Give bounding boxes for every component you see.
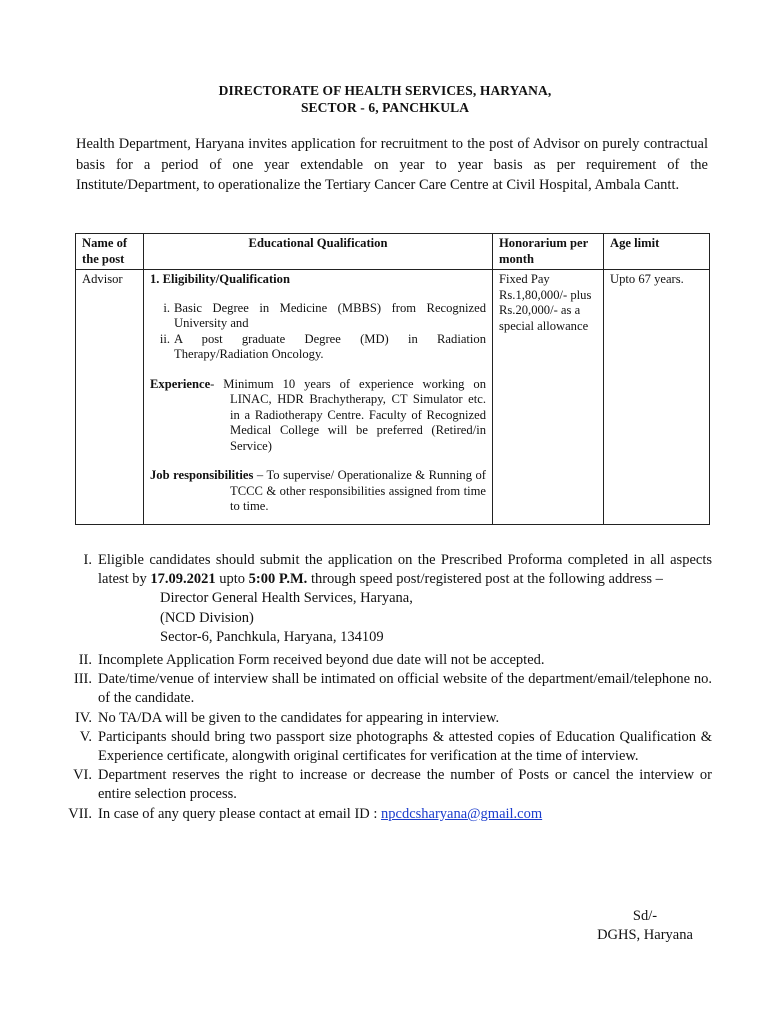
point-text: upto	[215, 571, 249, 588]
point-7	[48, 805, 712, 824]
experience-paragraph	[150, 377, 486, 455]
header-qualification: Educational Qualification	[144, 234, 493, 270]
list-text: A post graduate Degree (MD) in Radiation Therapy/Radiation Oncology.	[174, 331, 486, 361]
point-text: Department reserves the right to increase or decrease the number of Posts or cancel the interview or entire selection process.	[98, 767, 712, 803]
point-4	[48, 709, 712, 728]
postal-address	[98, 589, 712, 647]
deadline-time: 5:00 P.M.	[248, 571, 308, 588]
experience-label: Experience	[150, 376, 211, 391]
point-text: Incomplete Application Form received beyond due date will not be accepted.	[98, 652, 545, 669]
list-number: i.	[163, 300, 170, 315]
point-number: V.	[79, 728, 92, 745]
point-number: VI.	[73, 767, 92, 784]
contact-email-link[interactable]: npcdcsharyana@gmail.com	[381, 805, 543, 822]
list-item	[150, 301, 486, 332]
point-text: Participants should bring two passport size photographs & attested copies of Education Qualification & Experience certificate, alongwith original certificates for verification at the time of interview.	[98, 728, 712, 765]
header-honorarium: Honorarium per month	[493, 234, 604, 270]
instruction-points	[48, 551, 712, 824]
point-number: VII.	[68, 805, 92, 822]
eligibility-title: 1. Eligibility/Qualification	[150, 272, 290, 286]
job-responsibilities-paragraph	[150, 468, 486, 515]
deadline-date: 17.09.2021	[150, 571, 216, 588]
address-line: Sector-6, Panchkula, Haryana, 134109	[160, 628, 384, 645]
point-text: Eligible candidates should submit the application on the Prescribed Proforma completed in all aspects latest by	[98, 552, 712, 588]
intro-paragraph: Health Department, Haryana invites application for recruitment to the post of Advisor on purely contractual basis for a period of one year extendable on year to year basis as per requirement of the Institute/Department, to operationalize the Tertiary Cancer Care Centre at Civil Hospital, Ambala Cantt.	[76, 136, 708, 193]
experience-text: - Minimum 10 years of experience working on LINAC, HDR Brachytherapy, CT Simulator etc. in a Radiotherapy Centre. Faculty of Recognized Medical College will be preferred (Retired/in Service)	[210, 376, 486, 453]
heading-line-2: SECTOR - 6, PANCHKULA	[300, 100, 470, 115]
point-6	[48, 766, 712, 804]
point-3	[48, 670, 712, 708]
point-text: Date/time/venue of interview shall be intimated on official website of the department/email/telephone no. of the candidate.	[98, 671, 712, 707]
point-5	[48, 728, 712, 766]
signature-block	[590, 907, 700, 945]
recruitment-table	[75, 233, 710, 525]
table-row	[76, 270, 710, 525]
cell-honorarium: Fixed Pay Rs.1,80,000/- plus Rs.20,000/- as a special allowance	[493, 270, 604, 525]
signature-designation: DGHS, Haryana	[597, 927, 693, 943]
point-number: III.	[73, 671, 92, 688]
cell-post: Advisor	[76, 270, 144, 525]
heading-line-1: DIRECTORATE OF HEALTH SERVICES, HARYANA,	[218, 83, 552, 98]
cell-age: Upto 67 years.	[604, 270, 710, 525]
point-2	[48, 651, 712, 670]
list-number: ii.	[159, 331, 170, 346]
job-text: – To supervise/ Operationalize & Running of TCCC & other responsibilities assigned from time to time.	[230, 468, 486, 513]
address-line: (NCD Division)	[160, 609, 254, 626]
point-text: No TA/DA will be given to the candidates for appearing in interview.	[98, 709, 500, 726]
list-text: Basic Degree in Medicine (MBBS) from Recognized University and	[174, 300, 486, 330]
qualification-list	[150, 301, 486, 363]
signature-sd: Sd/-	[632, 908, 658, 924]
point-number: IV.	[74, 709, 92, 726]
cell-qualification	[144, 270, 493, 525]
point-1	[48, 551, 712, 647]
list-item	[150, 332, 486, 363]
point-text: In case of any query please contact at email ID :	[98, 805, 382, 822]
point-number: I.	[83, 552, 92, 568]
document-heading	[0, 82, 770, 116]
header-age: Age limit	[604, 234, 710, 270]
point-text: through speed post/registered post at the following address –	[307, 571, 663, 588]
job-label: Job responsibilities	[150, 468, 254, 482]
point-number: II.	[78, 652, 92, 669]
header-post: Name of the post	[76, 234, 144, 270]
address-line: Director General Health Services, Haryana,	[160, 590, 413, 607]
table-header-row	[76, 234, 710, 270]
